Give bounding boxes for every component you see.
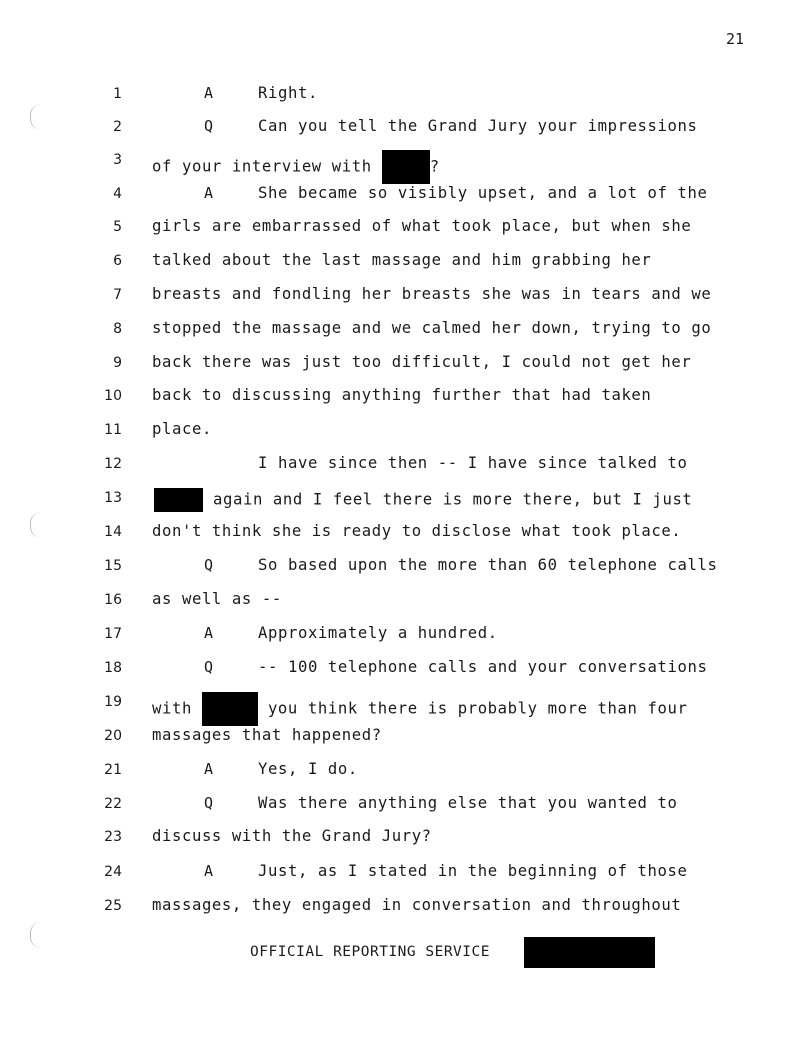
line-number: 12 <box>104 456 122 472</box>
line-number: 23 <box>104 829 122 845</box>
line-1 <box>0 82 810 116</box>
line-14 <box>0 520 810 554</box>
transcript-text: massages that happened? <box>152 726 382 744</box>
speaker-label: A <box>204 760 214 778</box>
line-number: 16 <box>104 592 122 608</box>
line-5 <box>0 215 810 249</box>
transcript-text-before-redaction: of your interview with <box>152 157 382 176</box>
line-number: 22 <box>104 796 122 812</box>
redaction-box <box>382 150 430 184</box>
transcript-text: don't think she is ready to disclose what took place. <box>152 522 682 540</box>
line-number: 2 <box>113 119 122 135</box>
transcript-text: back there was just too difficult, I could not get her <box>152 353 692 371</box>
line-number: 10 <box>104 388 122 404</box>
line-24 <box>0 860 810 894</box>
line-2 <box>0 115 810 149</box>
transcript-text: Yes, I do. <box>258 760 358 778</box>
line-number: 3 <box>113 152 122 168</box>
footer-reporting-service: OFFICIAL REPORTING SERVICE <box>250 944 490 960</box>
transcript-text-after-redaction: you think there is probably more than four <box>257 699 688 718</box>
line-9 <box>0 351 810 385</box>
transcript-text: as well as -- <box>152 590 282 608</box>
line-23 <box>0 825 810 859</box>
transcript-text: massages, they engaged in conversation and throughout <box>152 896 682 914</box>
transcript-text: Approximately a hundred. <box>258 624 498 642</box>
transcript-text: discuss with the Grand Jury? <box>152 827 432 845</box>
line-number: 11 <box>104 422 122 438</box>
line-number: 1 <box>113 86 122 102</box>
transcript-text-after-redaction: again and I feel there is more there, but I just <box>203 490 693 509</box>
line-number: 24 <box>104 864 122 880</box>
transcript-text: breasts and fondling her breasts she was in tears and we <box>152 285 712 303</box>
line-8 <box>0 317 810 351</box>
line-10 <box>0 384 810 418</box>
line-number: 4 <box>113 186 122 202</box>
transcript-text <box>154 488 692 512</box>
transcript-text: I have since then -- I have since talked to <box>258 454 688 472</box>
line-6 <box>0 249 810 283</box>
speaker-label: A <box>204 624 214 642</box>
transcript-text: So based upon the more than 60 telephone calls <box>258 556 718 574</box>
transcript-text <box>152 150 440 184</box>
transcript-text-before-redaction: with <box>152 699 202 718</box>
line-number: 8 <box>113 321 122 337</box>
transcript-text <box>152 692 687 726</box>
line-number: 21 <box>104 762 122 778</box>
transcript-text: She became so visibly upset, and a lot of the <box>258 184 708 202</box>
speaker-label: A <box>204 862 214 880</box>
line-number: 18 <box>104 660 122 676</box>
line-number: 9 <box>113 355 122 371</box>
transcript-text: Was there anything else that you wanted to <box>258 794 678 812</box>
transcript-text: girls are embarrassed of what took place, but when she <box>152 217 692 235</box>
speaker-label: Q <box>204 658 214 676</box>
speaker-label: A <box>204 84 214 102</box>
line-17 <box>0 622 810 656</box>
footer-redaction-box <box>524 937 655 968</box>
transcript-text-after-redaction: ? <box>429 157 440 176</box>
transcript-text: -- 100 telephone calls and your conversations <box>258 658 708 676</box>
transcript-text: talked about the last massage and him grabbing her <box>152 251 652 269</box>
line-number: 15 <box>104 558 122 574</box>
line-number: 25 <box>104 898 122 914</box>
line-22 <box>0 792 810 826</box>
line-13 <box>0 486 810 520</box>
line-3 <box>0 148 810 182</box>
line-21 <box>0 758 810 792</box>
redaction-box <box>154 488 203 512</box>
transcript-text: place. <box>152 420 212 438</box>
line-number: 19 <box>104 694 122 710</box>
line-15 <box>0 554 810 588</box>
page-number: 21 <box>726 30 745 48</box>
speaker-label: Q <box>204 556 214 574</box>
line-number: 17 <box>104 626 122 642</box>
redaction-box <box>202 692 258 726</box>
line-12 <box>0 452 810 486</box>
transcript-text: Can you tell the Grand Jury your impressions <box>258 117 698 135</box>
speaker-label: Q <box>204 794 214 812</box>
line-number: 13 <box>104 490 122 506</box>
line-16 <box>0 588 810 622</box>
transcript-text: back to discussing anything further that had taken <box>152 386 652 404</box>
line-4 <box>0 182 810 216</box>
line-number: 7 <box>113 287 122 303</box>
line-11 <box>0 418 810 452</box>
line-number: 14 <box>104 524 122 540</box>
transcript-text: stopped the massage and we calmed her down, trying to go <box>152 319 712 337</box>
speaker-label: Q <box>204 117 214 135</box>
line-20 <box>0 724 810 758</box>
line-number: 20 <box>104 728 122 744</box>
speaker-label: A <box>204 184 214 202</box>
line-number: 6 <box>113 253 122 269</box>
transcript-text: Right. <box>258 84 318 102</box>
line-7 <box>0 283 810 317</box>
line-19 <box>0 690 810 724</box>
line-25 <box>0 894 810 928</box>
line-number: 5 <box>113 219 122 235</box>
transcript-text: Just, as I stated in the beginning of those <box>258 862 688 880</box>
line-18 <box>0 656 810 690</box>
